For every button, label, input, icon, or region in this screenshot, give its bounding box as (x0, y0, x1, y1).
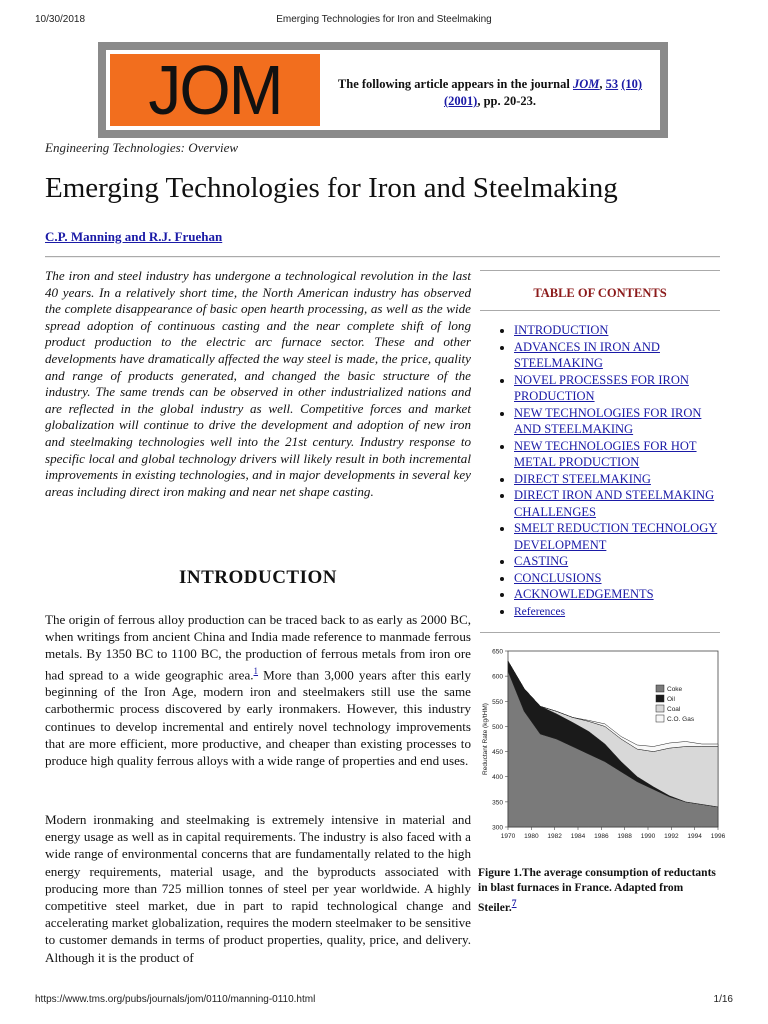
y-tick-label: 550 (492, 698, 503, 706)
y-tick-label: 600 (492, 673, 503, 681)
journal-banner-inner (106, 50, 660, 130)
legend-label: C.O. Gas (667, 716, 695, 723)
y-tick-label: 400 (492, 774, 503, 782)
x-tick-label: 1982 (547, 833, 562, 840)
legend-swatch (656, 705, 664, 712)
toc-item (514, 405, 720, 438)
issue-link[interactable]: (10) (621, 77, 643, 91)
x-tick-label: 1986 (594, 833, 609, 840)
reference-1-link[interactable]: 1 (253, 665, 259, 676)
x-tick-label: 1988 (617, 833, 632, 840)
toc-item (514, 471, 720, 488)
print-url: https://www.tms.org/pubs/journals/jom/0110/manning-0110.html (35, 994, 316, 1005)
x-tick-label: 1990 (640, 833, 656, 840)
print-date: 10/30/2018 (35, 14, 86, 25)
jom-logo (110, 51, 320, 129)
citation-comma: , (599, 77, 606, 91)
toc-item (514, 438, 720, 471)
toc-item (514, 586, 720, 603)
y-tick-label: 450 (492, 749, 503, 757)
y-tick-label: 300 (492, 824, 503, 832)
reference-7-link[interactable]: 7 (511, 898, 517, 909)
table-of-contents (480, 270, 720, 620)
year-link[interactable]: (2001) (443, 94, 478, 108)
figure-caption-text: Figure 1.The average consumption of reductants in blast furnaces in France. Adapted from Steiler. (478, 867, 716, 914)
paragraph-1 (45, 611, 471, 769)
toc-item (514, 603, 720, 621)
toc-link-conclusions[interactable]: CONCLUSIONS (514, 570, 602, 585)
toc-link-novel-processes[interactable]: NOVEL PROCESSES FOR IRON PRODUCTION (514, 372, 689, 403)
toc-item (514, 372, 720, 405)
x-tick-label: 1992 (664, 833, 679, 840)
article-title: Emerging Technologies for Iron and Steelmaking (45, 172, 618, 204)
paragraph-1-b: More than 3,000 years after this early beginning of the Iron Age, modern iron and steelmakers still use the same carbothermic process discovered by early ironmakers. However, this industry continues to develop incremental and entirely novel technology improvements that are more efficient, more productive, and cheaper than existing processes to produce high quality ferrous alloys with a wide range of properties and end uses. (45, 666, 471, 768)
toc-item (514, 570, 720, 587)
x-tick-label: 1996 (710, 833, 726, 840)
legend-swatch (656, 685, 664, 692)
paragraph-2: Modern ironmaking and steelmaking is extremely intensive in material and energy usage as well as in capital requirements. The industry is also faced with a wide range of environmental concerns that are fundamentally related to the high energy requirements, material usage, and the byproducts associated with producing more than 725 million tonnes of steel per year worldwide. A highly competitive steel market, due in part to rapid technological change and accelerating market globalization, requires the modern steelmaker to be sensitive to customer demands in terms of product properties, quality, price, and delivery. Although it is the product of (45, 812, 471, 965)
toc-top-rule (480, 270, 720, 271)
print-page-title: Emerging Technologies for Iron and Steelmaking (276, 14, 492, 25)
toc-link-casting[interactable]: CASTING (514, 554, 569, 568)
authors (45, 229, 222, 245)
section-label: Engineering Technologies: Overview (45, 140, 239, 155)
toc-item (514, 487, 720, 520)
toc-link-advances[interactable]: ADVANCES IN IRON AND STEELMAKING (514, 339, 660, 370)
x-tick-label: 1980 (524, 833, 539, 840)
legend-label: Coal (667, 706, 681, 713)
toc-title: TABLE OF CONTENTS (533, 286, 667, 300)
toc-link-new-tech-hot-metal[interactable]: NEW TECHNOLOGIES FOR HOT METAL PRODUCTION (514, 438, 697, 469)
x-tick-label: 1970 (500, 833, 516, 840)
toc-item (514, 520, 720, 553)
title-divider (45, 256, 720, 258)
journal-citation (328, 76, 652, 110)
toc-bottom-rule (480, 632, 720, 633)
legend-swatch (656, 715, 664, 722)
toc-link-references[interactable]: References (514, 605, 566, 618)
figure-caption (478, 866, 718, 916)
reductant-chart (478, 645, 726, 845)
journal-banner (98, 42, 668, 138)
toc-link-acknowledgements[interactable]: ACKNOWLEDGEMENTS (514, 587, 654, 601)
abstract: The iron and steel industry has undergone a technological revolution in the last 40 years. In a relatively short time, the North American industry has observed the complete disappearance of basic open hearth processing, as well as the wide spread adoption of continuous casting and the near complete shift of long product production to the electric arc furnace sector. These and other developments have dramatically affected the way steel is made, the price, quality and range of products generated, and changed the basic structure of the industry. The same trends can be observed in other industrialized nations and are reflected in the global industry as well. Competitive forces and market globalization will continue to drive the development and adoption of new iron and steelmaking technologies well into the 21st century. Industry response to specific local and global technology drivers will likely result in both incremental improvements in existing technologies, and in major developments in several key areas including direct iron making and near net shape casting. (45, 268, 471, 499)
toc-link-challenges[interactable]: DIRECT IRON AND STEELMAKING CHALLENGES (514, 488, 715, 519)
journal-link[interactable]: JOM (572, 77, 600, 91)
toc-link-smelt-reduction[interactable]: SMELT REDUCTION TECHNOLOGY DEVELOPMENT (514, 521, 718, 552)
paragraph-1-a: The origin of ferrous alloy production can be traced back to as early as 2000 BC, when writings from ancient China and India made reference to manmade ferrous metals. By 1350 BC to 1100 BC, the production of ferrous metals from iron ore had spread to a wide geographic area. (45, 612, 471, 682)
jom-logo-text: JOM (148, 51, 282, 129)
y-tick-label: 500 (492, 723, 503, 731)
x-tick-label: 1994 (687, 833, 702, 840)
citation-pages: , pp. 20-23. (477, 94, 537, 108)
legend-label: Oil (667, 696, 675, 703)
x-tick-label: 1984 (570, 833, 586, 840)
toc-title-rule (480, 310, 720, 311)
volume-link[interactable]: 53 (605, 77, 619, 91)
intro-heading: INTRODUCTION (178, 567, 338, 588)
citation-prefix: The following article appears in the journal (337, 77, 573, 91)
y-tick-label: 350 (492, 799, 503, 807)
authors-link[interactable]: C.P. Manning and R.J. Fruehan (45, 229, 223, 244)
toc-item (514, 339, 720, 372)
y-tick-label: 650 (492, 648, 503, 656)
toc-item (514, 553, 720, 570)
y-axis-label: Reductant Rate (kg/tHM) (482, 703, 489, 775)
toc-item (514, 322, 720, 339)
legend-label: Coke (667, 686, 683, 693)
toc-list (480, 322, 720, 620)
toc-link-new-tech-iron[interactable]: NEW TECHNOLOGIES FOR IRON AND STEELMAKING (514, 405, 702, 436)
print-page-count: 1/16 (713, 994, 733, 1005)
toc-link-direct-steelmaking[interactable]: DIRECT STEELMAKING (514, 471, 651, 486)
legend-swatch (656, 695, 664, 702)
toc-link-introduction[interactable]: INTRODUCTION (514, 323, 609, 337)
